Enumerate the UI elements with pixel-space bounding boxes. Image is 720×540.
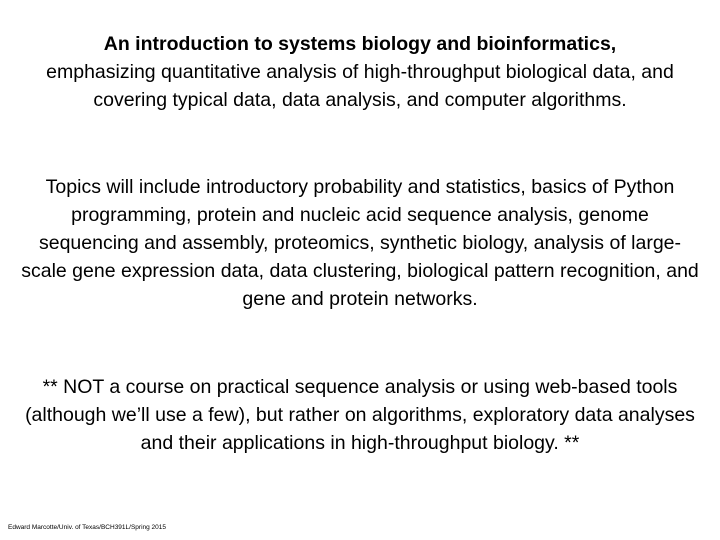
course-description-text: emphasizing quantitative analysis of high-throughput biological data, and covering typical data, data analysis, and computer algorithms. (46, 61, 674, 111)
slide-footer: Edward Marcotte/Univ. of Texas/BCH391L/Spring 2015 (8, 524, 167, 531)
course-description-paragraph (20, 30, 700, 114)
course-description-heading: An introduction to systems biology and bioinformatics, (103, 33, 617, 55)
topics-paragraph: Topics will include introductory probability and statistics, basics of Python programming, protein and nucleic acid sequence analysis, genome sequencing and assembly, proteomics, synthetic biology, analysis of large-scale gene expression data, data clustering, biological pattern recognition, and gene and protein networks. (21, 176, 699, 310)
course-note-paragraph: ** NOT a course on practical sequence analysis or using web-based tools (although we’ll use a few), but rather on algorithms, exploratory data analyses and their applications in high-throughput biology. ** (25, 376, 695, 454)
